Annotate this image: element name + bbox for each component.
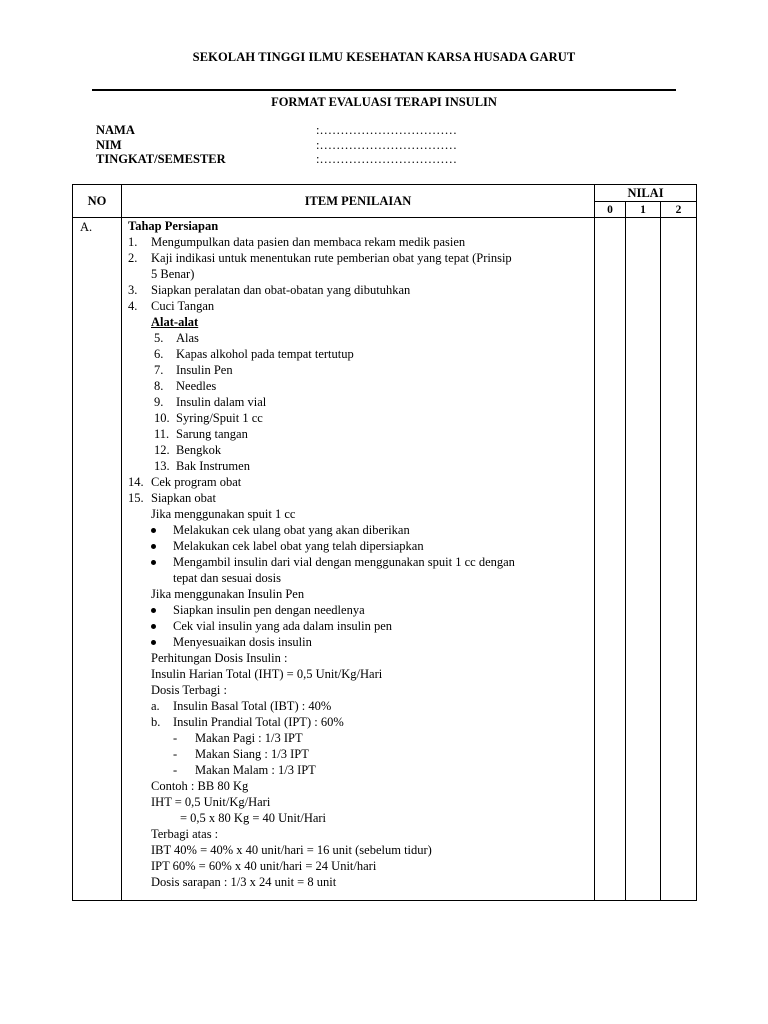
header-nilai: NILAI <box>595 185 697 202</box>
item-number: 13. <box>154 459 170 473</box>
calc-line: Makan Siang : 1/3 IPT <box>195 747 309 761</box>
item-text: Insulin Pen <box>176 363 233 377</box>
item-text: Alas <box>176 331 199 345</box>
bullet-icon <box>151 640 156 645</box>
bullet-icon <box>151 608 156 613</box>
item-number: 6. <box>154 347 164 361</box>
calc-line: IHT = 0,5 Unit/Kg/Hari <box>151 795 271 809</box>
identity-label: NIM <box>96 137 122 152</box>
calc-line: Dosis sarapan : 1/3 x 24 unit = 8 unit <box>151 875 337 889</box>
item-number: 9. <box>154 395 164 409</box>
item-text: Syring/Spuit 1 cc <box>176 411 263 425</box>
bullet-item <box>151 618 392 634</box>
calc-line: = 0,5 x 80 Kg = 40 Unit/Hari <box>180 811 327 825</box>
section-number: A. <box>73 218 122 901</box>
dash-marker: - <box>173 763 178 777</box>
item-number: 8. <box>154 379 164 393</box>
header-no: NO <box>73 185 122 218</box>
section-items-cell <box>122 218 595 901</box>
institution-name: SEKOLAH TINGGI ILMU KESEHATAN KARSA HUSADA GARUT <box>192 50 576 64</box>
calc-line: IPT 60% = 60% x 40 unit/hari = 24 Unit/hari <box>151 859 377 873</box>
item-number: 12. <box>154 443 170 457</box>
bullet-icon <box>151 528 156 533</box>
item-number: 5. <box>154 331 164 345</box>
bullet-item <box>151 538 424 554</box>
calc-line: Makan Pagi : 1/3 IPT <box>195 731 303 745</box>
calc-line: Dosis Terbagi : <box>151 683 227 697</box>
item-list <box>122 218 594 900</box>
bullet-text: Melakukan cek label obat yang telah dipersiapkan <box>173 539 424 553</box>
identity-value[interactable]: :…………………………… <box>316 137 457 152</box>
calc-line: IBT 40% = 40% x 40 unit/hari = 16 unit (sebelum tidur) <box>151 843 432 857</box>
item-number: 1. <box>128 235 138 249</box>
item-text: 5 Benar) <box>151 267 195 281</box>
identity-row-nama <box>96 123 496 138</box>
bullet-item <box>151 602 365 618</box>
bullet-icon <box>151 560 156 565</box>
score-cell-2[interactable] <box>661 218 697 901</box>
calc-line: Contoh : BB 80 Kg <box>151 779 249 793</box>
item-number: 2. <box>128 251 138 265</box>
item-number: 15. <box>128 491 144 505</box>
dash-marker: - <box>173 747 178 761</box>
evaluation-table <box>72 184 697 901</box>
calc-line: Makan Malam : 1/3 IPT <box>195 763 316 777</box>
form-title: FORMAT EVALUASI TERAPI INSULIN <box>271 95 497 109</box>
item-text: Kaji indikasi untuk menentukan rute pemberian obat yang tepat (Prinsip <box>151 251 512 265</box>
section-title: Tahap Persiapan <box>128 219 219 233</box>
dash-marker: - <box>173 731 178 745</box>
bullet-text: Melakukan cek ulang obat yang akan diberikan <box>173 523 410 537</box>
item-text: Siapkan peralatan dan obat-obatan yang dibutuhkan <box>151 283 411 297</box>
identity-label: NAMA <box>96 123 135 137</box>
item-number: 3. <box>128 283 138 297</box>
item-text: Needles <box>176 379 217 393</box>
subheading-insulin-pen: Jika menggunakan Insulin Pen <box>151 587 305 601</box>
item-text: Bak Instrumen <box>176 459 250 473</box>
header-score-1: 1 <box>626 202 661 218</box>
item-text: Sarung tangan <box>176 427 248 441</box>
bullet-item <box>151 554 515 570</box>
item-number: 14. <box>128 475 144 489</box>
item-number: a. <box>151 699 160 713</box>
item-number: 7. <box>154 363 164 377</box>
header-score-0: 0 <box>595 202 626 218</box>
item-text: Bengkok <box>176 443 222 457</box>
calc-line: Insulin Basal Total (IBT) : 40% <box>173 699 332 713</box>
identity-value[interactable]: :…………………………… <box>316 152 457 166</box>
bullet-item <box>151 634 312 650</box>
item-text: Cuci Tangan <box>151 299 215 313</box>
subheading-spuit: Jika menggunakan spuit 1 cc <box>151 507 296 521</box>
identity-block <box>96 123 496 167</box>
calc-line: Insulin Harian Total (IHT) = 0,5 Unit/Kg/Hari <box>151 667 383 681</box>
score-cell-1[interactable] <box>626 218 661 901</box>
item-text: Siapkan obat <box>151 491 216 505</box>
calc-line: Terbagi atas : <box>151 827 219 841</box>
identity-row-tingkat <box>96 152 496 167</box>
item-number: b. <box>151 715 161 729</box>
calc-heading: Perhitungan Dosis Insulin : <box>151 651 288 665</box>
item-text: Mengumpulkan data pasien dan membaca rekam medik pasien <box>151 235 466 249</box>
bullet-text: Cek vial insulin yang ada dalam insulin pen <box>173 619 393 633</box>
header-divider <box>92 89 676 91</box>
item-number: 10. <box>154 411 170 425</box>
item-text: Kapas alkohol pada tempat tertutup <box>176 347 354 361</box>
equipment-heading: Alat-alat <box>151 315 199 329</box>
identity-label: TINGKAT/SEMESTER <box>96 152 226 166</box>
calc-line: Insulin Prandial Total (IPT) : 60% <box>173 715 344 729</box>
score-cell-0[interactable] <box>595 218 626 901</box>
item-text: Insulin dalam vial <box>176 395 267 409</box>
bullet-text: Menyesuaikan dosis insulin <box>173 635 312 649</box>
item-number: 4. <box>128 299 138 313</box>
identity-value[interactable]: :…………………………… <box>316 123 457 137</box>
identity-row-nim <box>96 138 496 153</box>
bullet-text: Mengambil insulin dari vial dengan menggunakan spuit 1 cc dengan <box>173 555 515 569</box>
item-text: Cek program obat <box>151 475 242 489</box>
header-item: ITEM PENILAIAN <box>122 185 595 218</box>
bullet-icon <box>151 544 156 549</box>
item-number: 11. <box>154 427 170 441</box>
bullet-text-continued: tepat dan sesuai dosis <box>173 571 281 585</box>
bullet-item <box>151 522 410 538</box>
header-score-2: 2 <box>661 202 697 218</box>
bullet-icon <box>151 624 156 629</box>
bullet-text: Siapkan insulin pen dengan needlenya <box>173 603 365 617</box>
